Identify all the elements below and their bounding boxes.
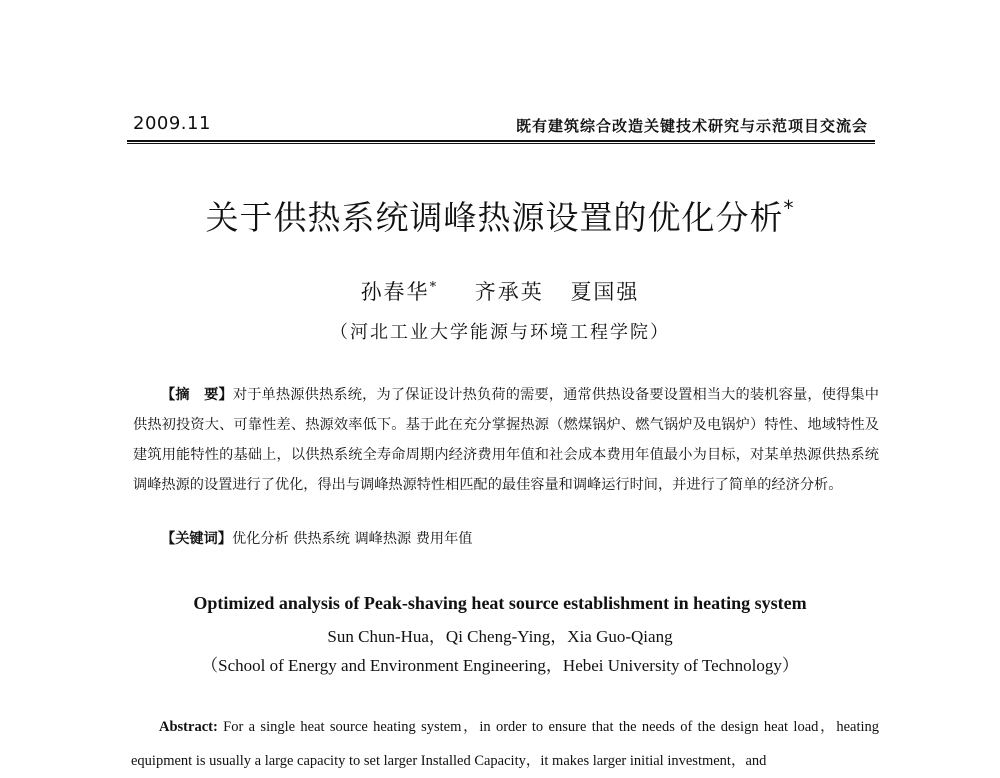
abstract-cn [133,380,879,500]
abstract-en-text: For a single heat source heating system，in order to ensure that the needs of the design heat load，heating equipment is usually a large capacity to set larger Installed Capacity，it makes larger initial investment，and [131,719,880,769]
header-conference: 既有建筑综合改造关键技术研究与示范项目交流会 [515,117,868,135]
keywords-cn [161,528,472,548]
author-2: 齐承英 [474,280,544,304]
header-date: 2009.11 [133,113,211,134]
abstract-cn-label: 【摘 要】 [161,387,233,403]
paper-title [0,192,1000,239]
abstract-en-label: Abstract: [159,719,218,735]
affiliation-en: （School of Energy and Environment Engineering，Hebei University of Technology） [201,656,799,675]
header-rule [127,140,875,144]
author-1: 孙春华 [360,280,430,304]
author-3: 夏国强 [570,280,640,304]
keywords-cn-label: 【关键词】 [161,531,232,547]
keywords-cn-text: 优化分析 供热系统 调峰热源 费用年值 [231,531,473,547]
paper-title-footnote-mark: * [783,196,795,220]
title-en: Optimized analysis of Peak-shaving heat source establishment in heating system [193,593,807,613]
authors-en: Sun Chun-Hua，Qi Cheng-Ying，Xia Guo-Qiang [327,627,673,646]
author-list [0,276,1000,306]
author-1-mark: * [429,280,439,295]
abstract-cn-text: 对于单热源供热系统，为了保证设计热负荷的需要，通常供热设备要设置相当大的装机容量，使得集中供热初投资大、可靠性差、热源效率低下。基于此在充分掌握热源（燃煤锅炉、燃气锅炉及电锅炉）特性、地域特性及建筑用能特性的基础上，以供热系统全寿命周期内经济费用年值和社会成本费用年值最小为目标，对某单热源供热系统调峰热源的设置进行了优化，得出与调峰热源特性相匹配的最佳容量和调峰运行时间，并进行了简单的经济分析。 [133,387,879,493]
abstract-en [131,710,879,778]
paper-title-text: 关于供热系统调峰热源设置的优化分析 [205,198,784,237]
affiliation-cn: （河北工业大学能源与环境工程学院） [330,322,670,343]
